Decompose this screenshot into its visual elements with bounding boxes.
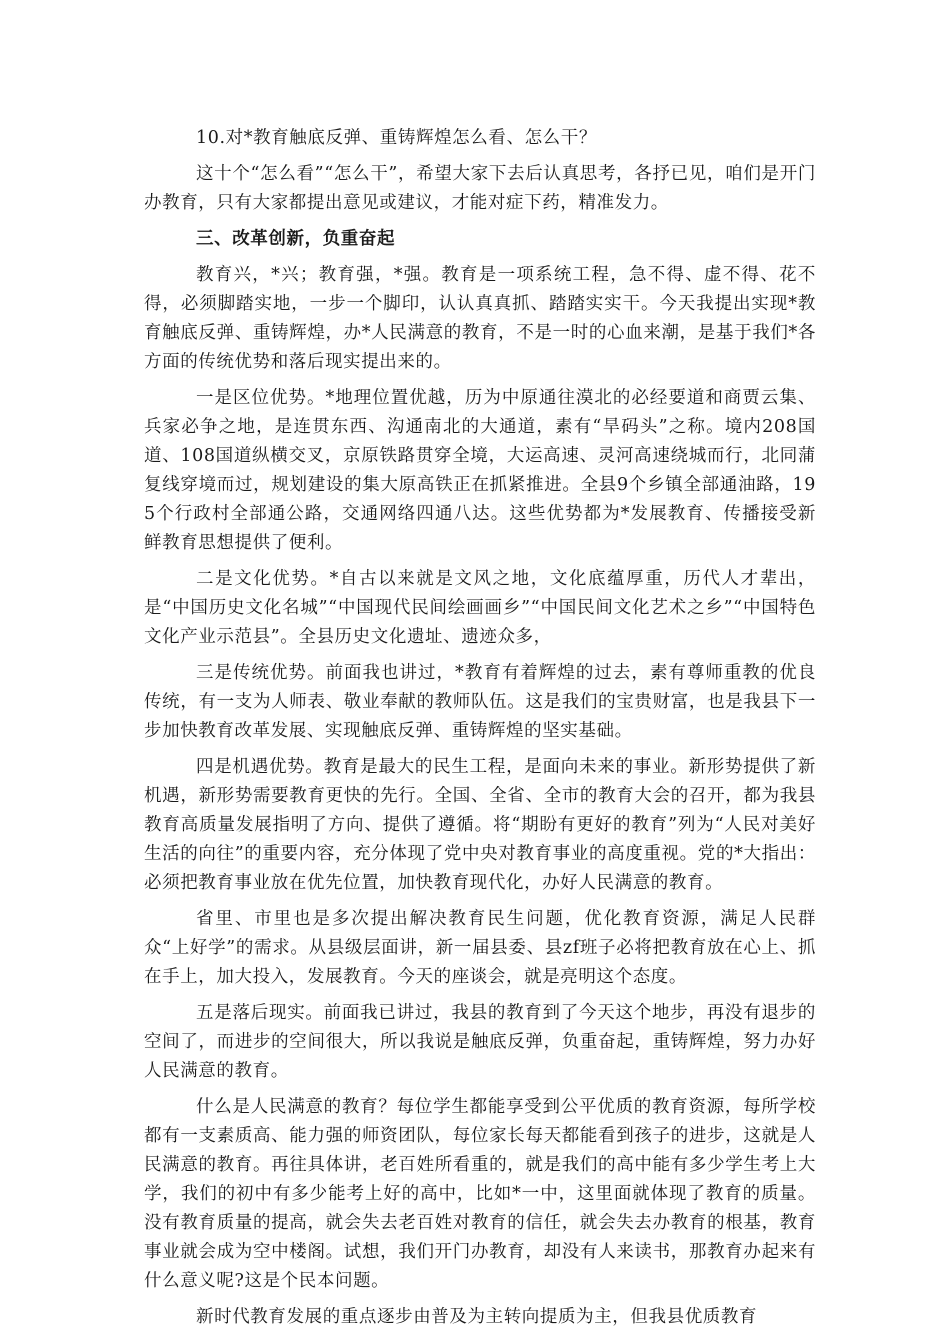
list-item-question-10: 10.对*教育触底反弹、重铸辉煌怎么看、怎么干？ [196,128,597,148]
paragraph: 一是区位优势。*地理位置优越，历为中原通往漠北的必经要道和商贾云集、兵家必争之地，是连贯东西、沟通南北的大通道，素有“旱码头”之称。境内208国道、108国道纵横交叉，京原铁路贯穿全境，大运高速、灵河高速绕城而行，北同蒲复线穿境而过，规划建设的集大原高铁正在抓紧推进。全县9个乡镇全部通油路，195个行政村全部通公路，交通网络四通八达。这些优势都为*发展教育、传播接受新鲜教育思想提供了便利。 [144,388,816,553]
paragraph: 三是传统优势。前面我也讲过，*教育有着辉煌的过去，素有尊师重教的优良传统，有一支为人师表、敬业奉献的教师队伍。这是我们的宝贵财富，也是我县下一步加快教育改革发展、实现触底反弹、重铸辉煌的坚实基础。 [144,663,816,741]
paragraph: 五是落后现实。前面我已讲过，我县的教育到了今天这个地步，再没有退步的空间了，而进步的空间很大，所以我说是触底反弹，负重奋起，重铸辉煌，努力办好人民满意的教育。 [144,1003,816,1081]
paragraph: 四是机遇优势。教育是最大的民生工程，是面向未来的事业。新形势提供了新机遇，新形势需要教育更快的先行。全国、全省、全市的教育大会的召开，都为我县教育高质量发展指明了方向、提供了遵循。将“期盼有更好的教育”列为“人民对美好生活的向往”的重要内容，充分体现了党中央对教育事业的高度重视。党的*大指出：必须把教育事业放在优先位置，加快教育现代化，办好人民满意的教育。 [144,757,816,893]
paragraph: 二是文化优势。*自古以来就是文风之地，文化底蕴厚重，历代人才辈出，是“中国历史文化名城”“中国现代民间绘画画乡”“中国民间文化艺术之乡”“中国特色文化产业示范县”。全县历史文化遗址、遗迹众多， [144,569,816,647]
paragraph: 省里、市里也是多次提出解决教育民生问题，优化教育资源，满足人民群众“上好学”的需求。从县级层面讲，新一届县委、县zf班子必将把教育放在心上、抓在手上，加大投入，发展教育。今天的座谈会，就是亮明这个态度。 [144,909,816,987]
section-heading: 三、改革创新，负重奋起 [196,229,396,249]
paragraph: 新时代教育发展的重点逐步由普及为主转向提质为主，但我县优质教育 [196,1307,758,1327]
document-body [144,124,816,1339]
paragraph: 教育兴，*兴；教育强，*强。教育是一项系统工程，急不得、虚不得、花不得，必须脚踏实地，一步一个脚印，认认真真抓、踏踏实实干。今天我提出实现*教育触底反弹、重铸辉煌，办*人民满意的教育，不是一时的心血来潮，是基于我们*各方面的传统优势和落后现实提出来的。 [144,265,816,372]
paragraph-intro: 这十个“怎么看”“怎么干”，希望大家下去后认真思考，各抒已见，咱们是开门办教育，只有大家都提出意见或建议，才能对症下药，精准发力。 [144,164,816,213]
paragraph: 什么是人民满意的教育？每位学生都能享受到公平优质的教育资源，每所学校都有一支素质高、能力强的师资团队，每位家长每天都能看到孩子的进步，这就是人民满意的教育。再往具体讲，老百姓所看重的，就是我们的高中能有多少学生考上大学，我们的初中有多少能考上好的高中，比如*一中，这里面就体现了教育的质量。没有教育质量的提高，就会失去老百姓对教育的信任，就会失去办教育的根基，教育事业就会成为空中楼阁。试想，我们开门办教育，却没有人来读书，那教育办起来有什么意义呢?这是个民本问题。 [144,1097,816,1291]
